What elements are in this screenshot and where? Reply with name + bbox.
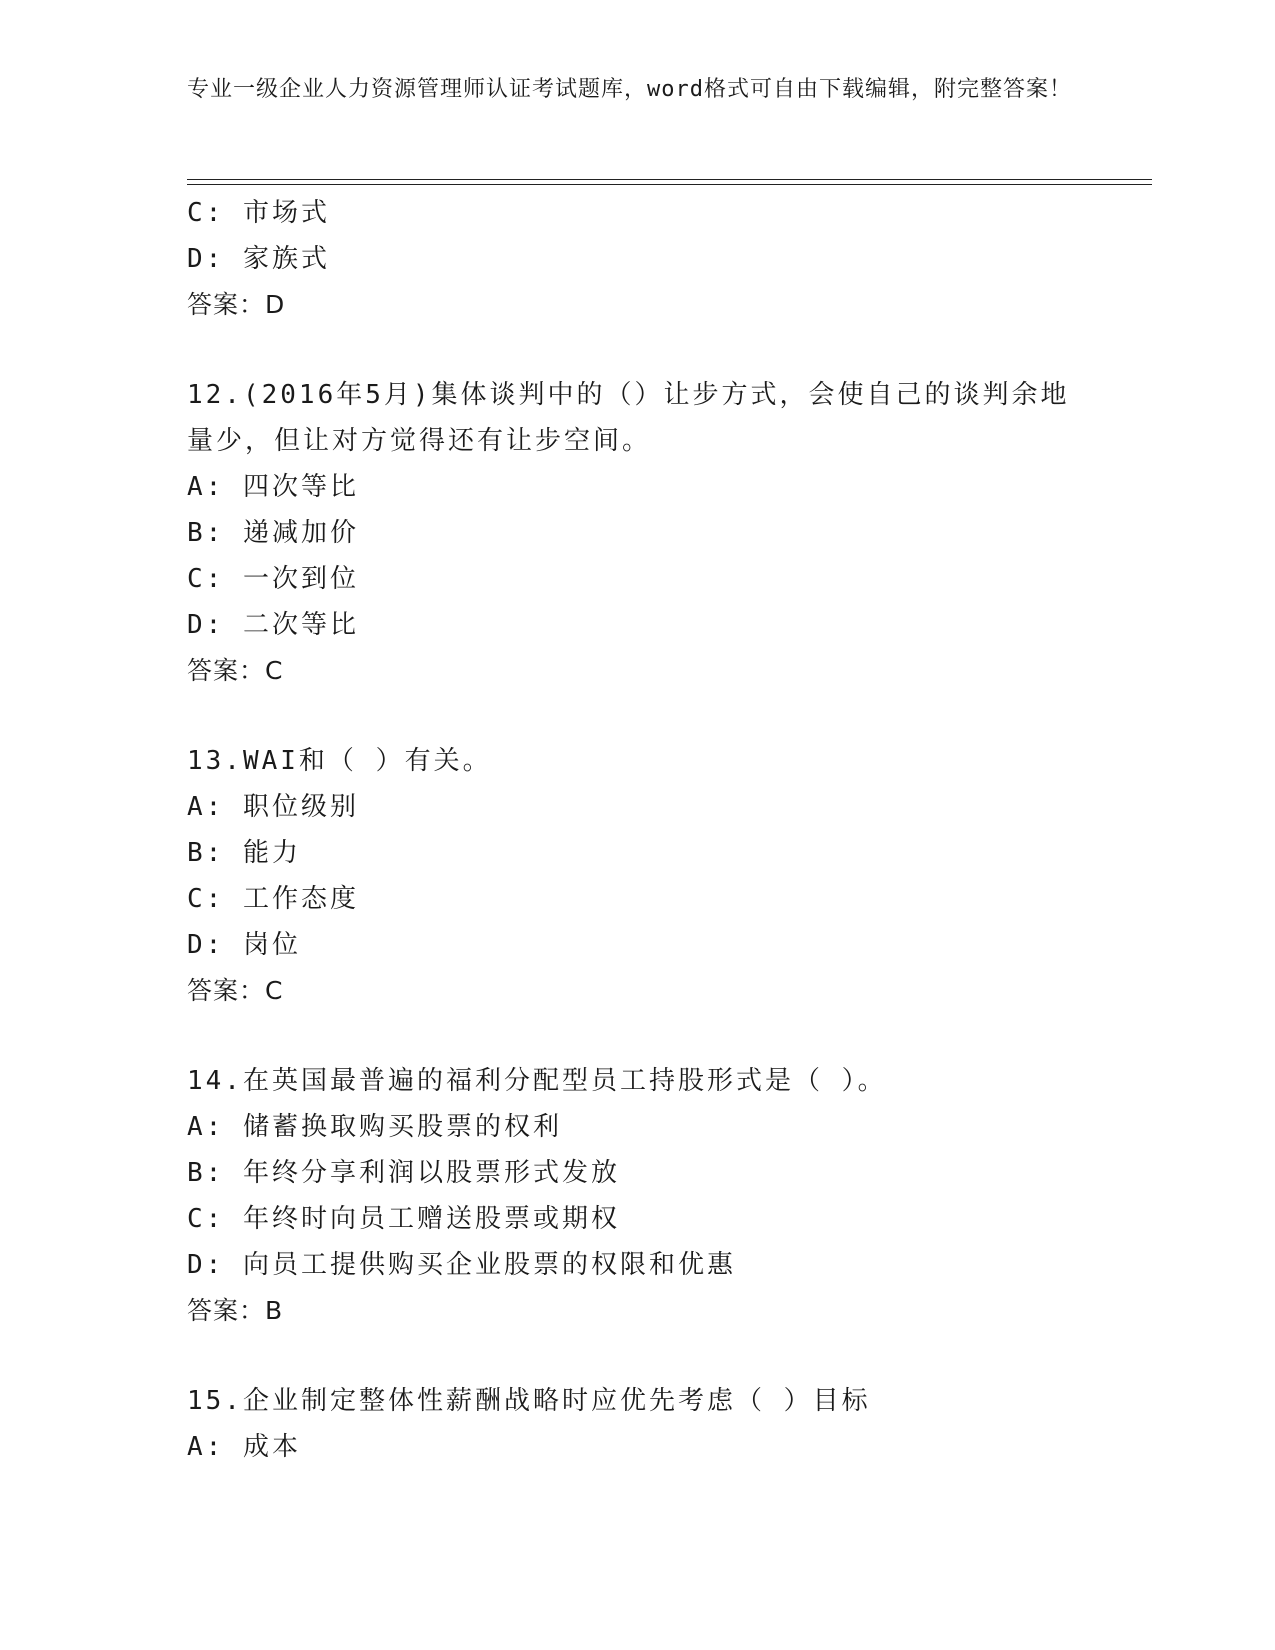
question-block-15 bbox=[187, 1378, 1147, 1470]
option-c: C: 工作态度 bbox=[187, 884, 359, 914]
answer-line: 答案：B bbox=[187, 1296, 284, 1325]
question-block-14 bbox=[187, 1058, 1147, 1334]
option-a: A: 储蓄换取购买股票的权利 bbox=[187, 1112, 562, 1142]
option-b: B: 年终分享利润以股票形式发放 bbox=[187, 1158, 620, 1188]
document-header: 专业一级企业人力资源管理师认证考试题库，word格式可自由下载编辑，附完整答案！ bbox=[187, 77, 1072, 102]
header-divider-bottom bbox=[187, 184, 1152, 185]
question-block-12 bbox=[187, 372, 1147, 694]
question-block-13 bbox=[187, 738, 1147, 1014]
question-list bbox=[187, 190, 1147, 1470]
option-a: A: 职位级别 bbox=[187, 792, 359, 822]
option-c: C: 市场式 bbox=[187, 198, 330, 228]
question-stem: 15.企业制定整体性薪酬战略时应优先考虑（ ）目标 bbox=[187, 1386, 871, 1416]
answer-line: 答案：C bbox=[187, 656, 284, 685]
answer-line: 答案：D bbox=[187, 290, 286, 319]
option-d: D: 二次等比 bbox=[187, 610, 359, 640]
option-d: D: 向员工提供购买企业股票的权限和优惠 bbox=[187, 1250, 736, 1280]
option-c: C: 一次到位 bbox=[187, 564, 359, 594]
header-divider-top bbox=[187, 179, 1152, 180]
option-b: B: 能力 bbox=[187, 838, 301, 868]
option-d: D: 家族式 bbox=[187, 244, 330, 274]
question-stem: 13.WAI和（ ）有关。 bbox=[187, 746, 492, 776]
option-d: D: 岗位 bbox=[187, 930, 301, 960]
option-c: C: 年终时向员工赠送股票或期权 bbox=[187, 1204, 620, 1234]
question-stem: 14.在英国最普遍的福利分配型员工持股形式是（ ）。 bbox=[187, 1066, 887, 1096]
option-a: A: 成本 bbox=[187, 1432, 301, 1462]
answer-line: 答案：C bbox=[187, 976, 284, 1005]
option-a: A: 四次等比 bbox=[187, 472, 359, 502]
question-block-11 bbox=[187, 190, 1147, 328]
question-stem: 12.(2016年5月)集体谈判中的（）让步方式，会使自己的谈判余地量少，但让对方觉得还有让步空间。 bbox=[187, 380, 1070, 456]
option-b: B: 递减加价 bbox=[187, 518, 359, 548]
